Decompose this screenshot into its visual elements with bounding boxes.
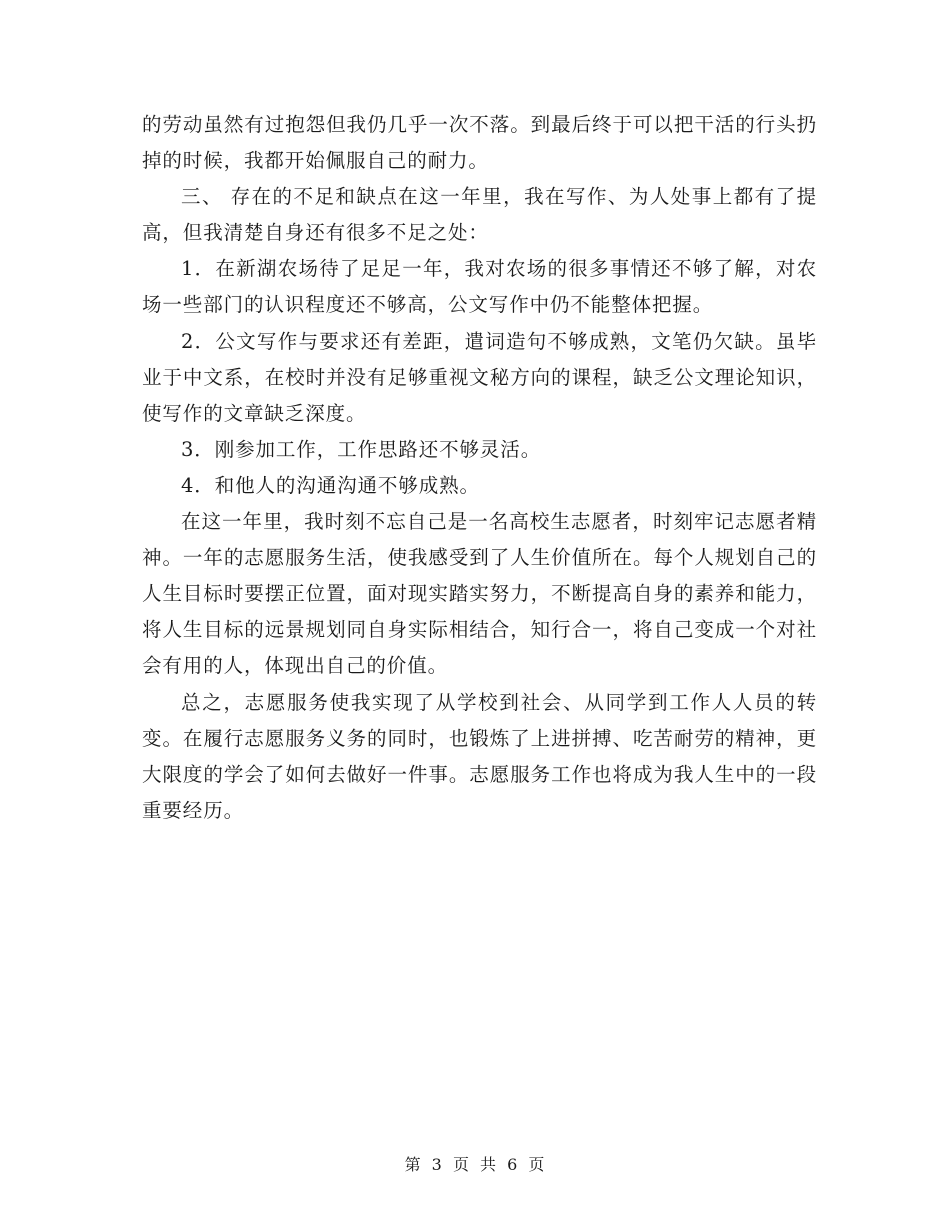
paragraph-continuation: 的劳动虽然有过抱怨但我仍几乎一次不落。到最后终于可以把干活的行头扔掉的时候，我都开始佩服自己的耐力。 — [142, 113, 817, 173]
paragraph-list-item-2: 2．公文写作与要求还有差距，遣词造句不够成熟，文笔仍欠缺。虽毕业于中文系，在校时并没有足够重视文秘方向的课程，缺乏公文理论知识，使写作的文章缺乏深度。 — [142, 329, 817, 425]
paragraph-list-item-4: 4．和他人的沟通沟通不够成熟。 — [181, 473, 480, 497]
paragraph-list-item-1: 1．在新湖农场待了足足一年，我对农场的很多事情还不够了解，对农场一些部门的认识程度还不够高，公文写作中仍不能整体把握。 — [142, 257, 817, 317]
paragraph-list-item-3: 3．刚参加工作，工作思路还不够灵活。 — [181, 437, 542, 461]
paragraph-reflection: 在这一年里，我时刻不忘自己是一名高校生志愿者，时刻牢记志愿者精神。一年的志愿服务生活，使我感受到了人生价值所在。每个人规划自己的人生目标时要摆正位置，面对现实踏实努力，不断提高自身的素养和能力，将人生目标的远景规划同自身实际相结合，知行合一，将自己变成一个对社会有用的人，体现出自己的价值。 — [142, 510, 817, 678]
document-body — [142, 107, 817, 829]
paragraph-conclusion: 总之，志愿服务使我实现了从学校到社会、从同学到工作人人员的转变。在履行志愿服务义务的同时，也锻炼了上进拼搏、吃苦耐劳的精神，更大限度的学会了如何去做好一件事。志愿服务工作也将成为我人生中的一段重要经历。 — [142, 690, 817, 822]
paragraph-section-three-heading: 三、 存在的不足和缺点在这一年里，我在写作、为人处事上都有了提高，但我清楚自身还有很多不足之处： — [142, 185, 817, 245]
page-number-footer: 第 3 页 共 6 页 — [404, 1155, 546, 1174]
